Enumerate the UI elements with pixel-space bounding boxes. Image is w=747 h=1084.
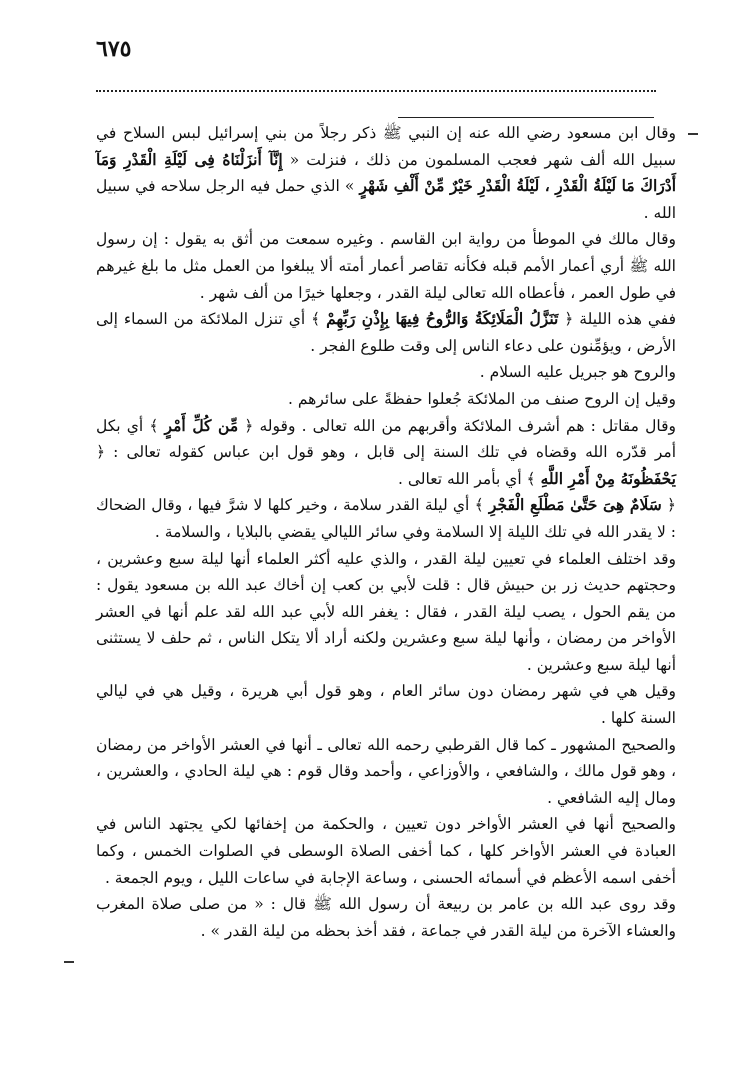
paragraph-text: ﴾ أي ليلة القدر سلامة ، وخير كلها لا شرَّ فيها ، وقال الضحاك : لا يقدر الله في تلك الليلة إلا السلامة وفي سائر الليالي يقضي بالبلايا ، والسلامة . [96,496,676,541]
paragraph [96,811,676,891]
paragraph-text: ﴾ أي تنزل الملائكة من السماء إلى الأرض ، ويؤمِّنون على دعاء الناس إلى وقت طلوع الفجر . [96,310,676,355]
quran-quote: سَلَامٌ هِىَ حَتَّىٰ مَطْلَعِ الْفَجْرِ [488,495,662,515]
paragraph-text: والروح هو جبريل عليه السلام . [479,363,676,382]
quran-quote: مِّن كُلِّ أَمْرٍ [164,415,239,435]
paragraph [96,492,676,545]
margin-mark-top [688,133,698,135]
paragraph-text: والصحيح أنها في العشر الأواخر دون تعيين ، والحكمة من إخفائها لكي يجتهد الناس في العبادة في العشر الأواخر كلها ، كما أخفى الصلاة الوسطى في الصلوات الخمس ، وكما أخفى اسمه الأعظم في أسمائه الحسنى ، وساعة الإجابة في ساعات الليل ، ويوم الجمعة . [96,815,676,887]
paragraph-text: ففي هذه الليلة ﴿ [558,310,677,329]
paragraph-text: وقال مقاتل : هم أشرف الملائكة وأقربهم من الله تعالى . وقوله ﴿ [238,416,676,435]
paragraph-text: وقد اختلف العلماء في تعيين ليلة القدر ، والذي عليه أكثر العلماء أنها ليلة سبع وعشرين ، وحجتهم حديث زر بن حبيش قال : قلت لأبي بن كعب إن أخاك عبد الله بن مسعود يقول : من يقم الحول ، يصب ليلة القدر ، فقال : يغفر الله لأبي عبد الله لقد علم أنها في العشر الأواخر من رمضان ، وأنها ليلة سبع وعشرين ولكنه أراد ألا يتكل الناس ، ثم حلف لا يستثنى أنها ليلة سبع وعشرين . [96,549,676,674]
paragraph-text: ﴾ أي بكل أمر قدّره الله وقضاه في تلك السنة إلى قابل ، وهو قول ابن عباس كقوله تعالى : ﴿ [96,416,676,462]
paragraph-text: ﴾ أي بأمر الله تعالى . [398,469,541,488]
quran-quote: تَنَزَّلُ الْمَلَائِكَةُ وَالرُّوحُ فِيهَا بِإِذْنِ رَبِّهِمْ [326,309,559,329]
paragraph-text: » الذي حمل فيه الرجل سلاحه في سبيل الله . [96,177,676,222]
paragraph [96,359,676,386]
paragraph [96,546,676,679]
paragraph-text: ﴿ [661,496,677,515]
paragraph [96,891,676,944]
paragraph-text: وقال ابن مسعود رضي الله عنه إن النبي ﷺ ذكر رجلاً من بني إسرائيل لبس السلاح في سبيل الله ألف شهر فعجب المسلمون من ذلك ، فنزلت « [96,124,676,169]
quran-quote: إِنَّآ أَنزَلْنَاهُ فِى لَيْلَةِ الْقَدْرِ وَمَآ أَدْرَاكَ مَا لَيْلَةُ الْقَدْرِ ، لَيْلَةُ الْقَدْرِ خَيْرٌ مِّنْ أَلْفِ شَهْرٍ [96,149,677,196]
paragraph-text: وقد روى عبد الله بن عامر بن ربيعة أن رسول الله ﷺ قال : « من صلى صلاة المغرب والعشاء الآخرة من ليلة القدر في جماعة ، فقد أخذ بحظه من ليلة القدر » . [96,895,676,940]
header-dotted-rule [96,90,656,92]
header-short-rule [398,117,654,118]
paragraph [96,732,676,812]
paragraph [96,413,676,493]
paragraph [96,226,676,306]
text-body [96,120,676,944]
paragraph [96,120,676,226]
paragraph-text: والصحيح المشهور ـ كما قال القرطبي رحمه الله تعالى ـ أنها في العشر الأواخر من رمضان ، وهو قول مالك ، والشافعي ، والأوزاعي ، وأحمد وقال قوم : هي ليلة الحادي ، والعشرين ، ومال إليه الشافعي . [96,735,676,807]
paragraph [96,678,676,731]
quran-quote: يَحْفَظُونَهُ مِنْ أَمْرِ اللَّهِ [540,468,676,488]
page-number: ٦٧٥ [96,36,132,62]
paragraph-text: وقال مالك في الموطأ من رواية ابن القاسم . وغيره سمعت من أثق به يقول : إن رسول الله ﷺ أري أعمار الأمم قبله فكأنه تقاصر أعمار أمته ألا يبلغوا من العمل مثل ما بلغ غيرهم في طول العمر ، فأعطاه الله تعالى ليلة القدر ، وجعلها خيرًا من ألف شهر . [96,230,676,302]
paragraph [96,306,676,359]
margin-mark-bottom [64,961,74,963]
paragraph [96,386,676,413]
paragraph-text: وقيل إن الروح صنف من الملائكة جُعلوا حفظةً على سائرهم . [288,389,676,408]
paragraph-text: وقيل هي في شهر رمضان دون سائر العام ، وهو قول أبي هريرة ، وقيل هي في ليالي السنة كلها . [96,682,676,728]
